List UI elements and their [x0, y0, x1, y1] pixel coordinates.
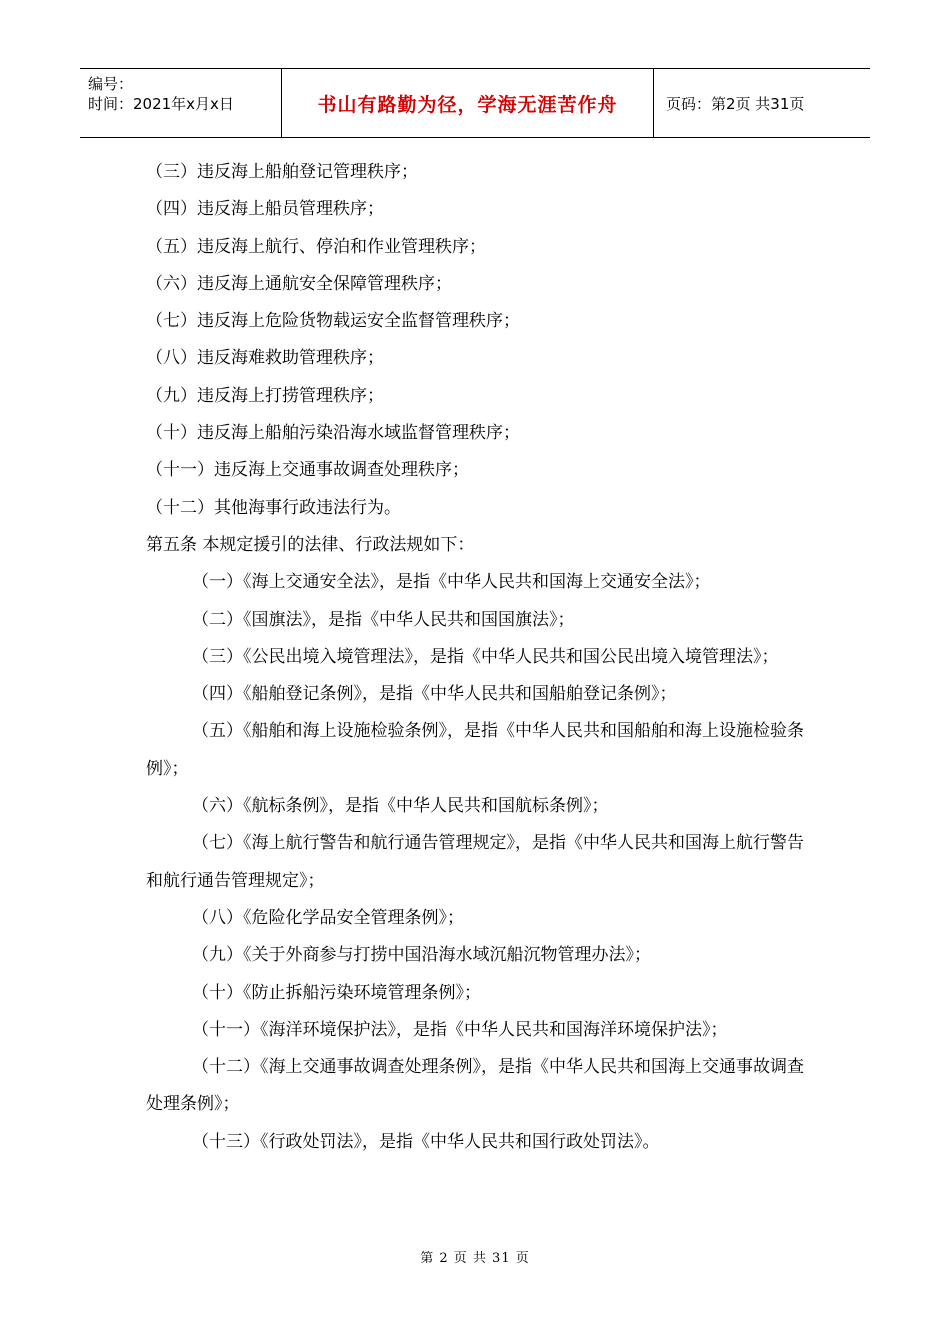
list-item: （五）违反海上航行、停泊和作业管理秩序；	[146, 236, 486, 257]
time-label: 时间：2021年x月x日	[88, 95, 234, 113]
law-item: （十）《防止拆船污染环境管理条例》；	[192, 982, 481, 1003]
list-item: （六）违反海上通航安全保障管理秩序；	[146, 273, 452, 294]
header-motto: 书山有路勤为径，学海无涯苦作舟	[282, 69, 654, 137]
list-item: （四）违反海上船员管理秩序；	[146, 199, 384, 220]
list-item: （九）违反海上打捞管理秩序；	[146, 385, 384, 406]
page-header	[80, 68, 870, 138]
law-item: （九）《关于外商参与打捞中国沿海水域沉船沉物管理办法》；	[192, 945, 651, 966]
list-item: （十一）违反海上交通事故调查处理秩序；	[146, 460, 469, 481]
law-item: （八）《危险化学品安全管理条例》；	[192, 907, 464, 928]
law-item: （十二）《海上交通事故调查处理条例》，是指《中华人民共和国海上交通事故调查处理条例》；	[146, 1057, 804, 1115]
law-item: （五）《船舶和海上设施检验条例》，是指《中华人民共和国船舶和海上设施检验条例》；	[146, 721, 804, 779]
law-item: （三）《公民出境入境管理法》，是指《中华人民共和国公民出境入境管理法》；	[192, 646, 779, 667]
document-body	[146, 154, 806, 1161]
law-item: （十三）《行政处罚法》，是指《中华人民共和国行政处罚法》。	[192, 1131, 660, 1152]
list-item: （十二）其他海事行政违法行为。	[146, 497, 401, 518]
law-item: （四）《船舶登记条例》，是指《中华人民共和国船舶登记条例》；	[192, 684, 677, 705]
law-item: （一）《海上交通安全法》，是指《中华人民共和国海上交通安全法》；	[192, 572, 711, 593]
law-item: （七）《海上航行警告和航行通告管理规定》，是指《中华人民共和国海上航行警告和航行通告管理规定》；	[146, 833, 804, 891]
article-heading: 第五条 本规定援引的法律、行政法规如下：	[146, 534, 475, 555]
list-item: （十）违反海上船舶污染沿海水域监督管理秩序；	[146, 423, 520, 444]
list-item: （八）违反海难救助管理秩序；	[146, 348, 384, 369]
law-item: （二）《国旗法》，是指《中华人民共和国国旗法》；	[192, 609, 575, 630]
list-item: （七）违反海上危险货物载运安全监督管理秩序；	[146, 311, 520, 332]
law-item: （六）《航标条例》，是指《中华人民共和国航标条例》；	[192, 796, 609, 817]
law-item: （十一）《海洋环境保护法》，是指《中华人民共和国海洋环境保护法》；	[192, 1019, 728, 1040]
list-item: （三）违反海上船舶登记管理秩序；	[146, 162, 418, 182]
header-page-code: 页码：第2页 共31页	[666, 94, 805, 113]
number-label: 编号：	[88, 75, 134, 93]
page-footer: 第 2 页 共 31 页	[420, 1251, 530, 1266]
header-meta	[80, 69, 282, 137]
